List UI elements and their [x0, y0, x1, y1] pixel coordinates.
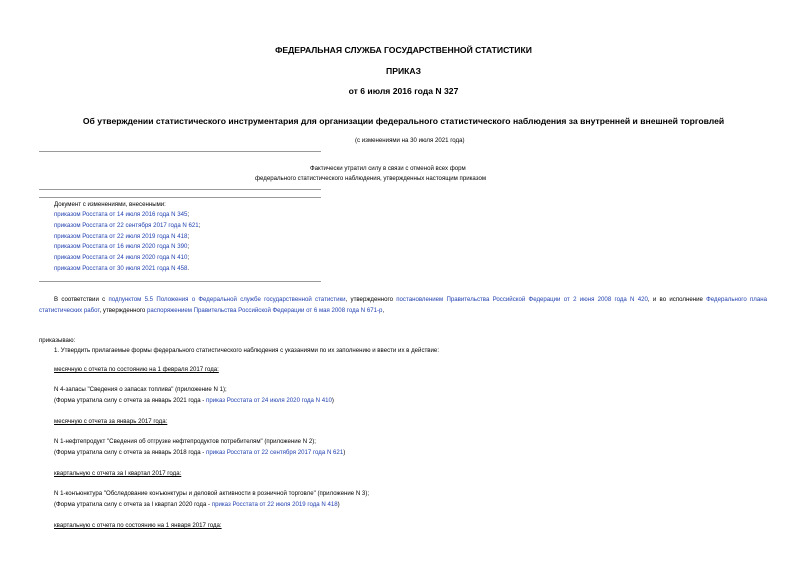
preamble-link[interactable]: распоряжением Правительства Российской Федерации от 6 мая 2008 года N 671-р	[147, 307, 383, 314]
preamble-paragraph: В соответствии с подпунктом 5.5 Положения о Федеральной службе государственной статистики, утвержденного постановлением Правительства Российской Федерации от 2 июня 2008 года N 420, и во исполнение Федерального плана статистических работ, утвержденного распоряжением Правительства Российской Федерации от 6 мая 2008 года N 671-р,	[39, 296, 768, 314]
revision-note: (с изменениями на 30 июля 2021 года)	[355, 137, 465, 144]
form-line: N 1-нефтепродукт "Сведения об отгрузке нефтепродуктов потребителям" (приложение N 2);	[54, 438, 316, 445]
note-link[interactable]: приказ Росстата от 22 сентября 2017 года N 621	[206, 449, 344, 456]
amendment-item: приказом Росстата от 30 июля 2021 года N 458.	[54, 265, 190, 272]
form-note: (Форма утратила силу с отчета за январь 2018 года - приказ Росстата от 22 сентября 2017 года N 621)	[54, 449, 346, 456]
preamble-link[interactable]: Федерального плана статистических работ	[39, 296, 768, 314]
agency-name: ФЕДЕРАЛЬНАЯ СЛУЖБА ГОСУДАРСТВЕННОЙ СТАТИСТИКИ	[275, 45, 532, 55]
amendment-link[interactable]: приказом Росстата от 24 июля 2020 года N 410	[54, 254, 188, 261]
order-word: приказываю:	[39, 337, 76, 344]
preamble-link[interactable]: подпунктом 5.5 Положения о Федеральной службе государственной статистики	[108, 296, 346, 303]
amendments-heading: Документ с изменениями, внесенными:	[54, 201, 166, 208]
amendment-item: приказом Росстата от 14 июля 2016 года N 345;	[54, 211, 190, 218]
amendment-item: приказом Росстата от 22 июля 2019 года N 418;	[54, 233, 190, 240]
section-heading: месячную с отчета по состоянию на 1 февраля 2017 года:	[54, 366, 219, 373]
amendment-link[interactable]: приказом Росстата от 16 июля 2020 года N 390	[54, 243, 188, 250]
divider	[39, 189, 321, 190]
section-heading: квартальную с отчета за I квартал 2017 года:	[54, 470, 182, 477]
document-type: ПРИКАЗ	[386, 66, 421, 76]
preamble-link[interactable]: постановлением Правительства Российской Федерации от 2 июня 2008 года N 420	[396, 296, 648, 303]
section-heading: месячную с отчета за январь 2017 года:	[54, 418, 168, 425]
status-note-line1: Фактически утратил силу в связи с отменой всех форм	[310, 165, 466, 172]
amendment-link[interactable]: приказом Росстата от 22 июля 2019 года N 418	[54, 233, 188, 240]
section-heading: квартальную с отчета по состоянию на 1 января 2017 года:	[54, 522, 222, 529]
form-line: N 4-запасы "Сведения о запасах топлива" (приложение N 1);	[54, 386, 227, 393]
form-note: (Форма утратила силу с отчета за январь 2021 года - приказ Росстата от 24 июля 2020 года N 410)	[54, 397, 334, 404]
form-line: N 1-конъюнктура "Обследование конъюнктуры и деловой активности в розничной торговле" (приложение N 3);	[54, 490, 370, 497]
amendment-link[interactable]: приказом Росстата от 14 июля 2016 года N 345	[54, 211, 188, 218]
amendment-link[interactable]: приказом Росстата от 30 июля 2021 года N 458	[54, 265, 188, 272]
page-title: Об утверждении статистического инструментария для организации федерального статистического наблюдения за внутренней и внешней торговлей	[82, 116, 725, 126]
divider	[39, 151, 321, 152]
amendment-link[interactable]: приказом Росстата от 22 сентября 2017 года N 621	[54, 222, 199, 229]
amendment-item: приказом Росстата от 16 июля 2020 года N 390;	[54, 243, 190, 250]
point-1: 1. Утвердить прилагаемые формы федерального статистического наблюдения с указаниями по их заполнению и ввести их в действие:	[54, 347, 440, 354]
amendment-item: приказом Росстата от 22 сентября 2017 года N 621;	[54, 222, 201, 229]
divider	[39, 281, 321, 282]
status-note-line2: федерального статистического наблюдения, утвержденных настоящим приказом	[255, 175, 487, 182]
date-number: от 6 июля 2016 года N 327	[348, 86, 459, 96]
note-link[interactable]: приказ Росстата от 24 июля 2020 года N 410	[206, 397, 332, 404]
divider	[39, 197, 321, 198]
amendment-item: приказом Росстата от 24 июля 2020 года N 410;	[54, 254, 190, 261]
note-link[interactable]: приказ Росстата от 22 июля 2019 года N 418	[211, 501, 338, 508]
form-note: (Форма утратила силу с отчета за I квартал 2020 года - приказ Росстата от 22 июля 2019 года N 418)	[54, 501, 340, 508]
